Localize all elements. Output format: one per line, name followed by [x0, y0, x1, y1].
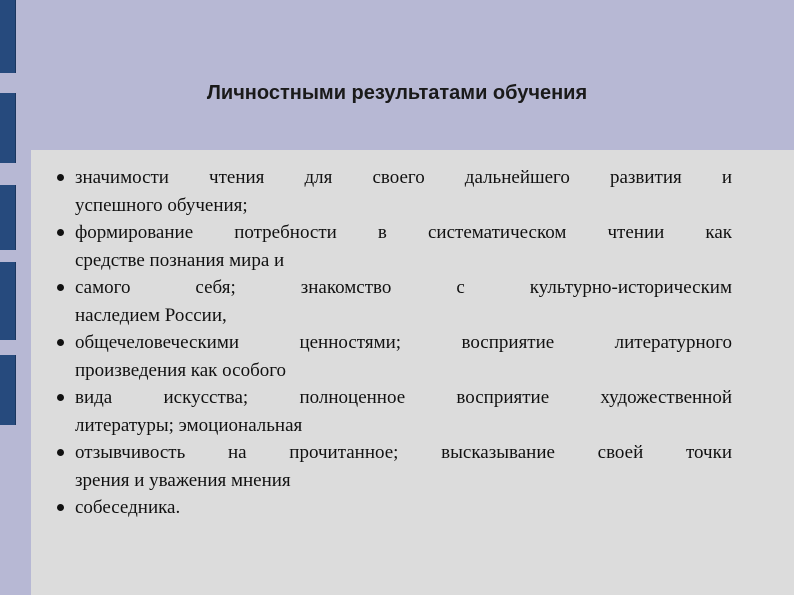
bullet-line: средстве познания мира и — [75, 249, 285, 271]
bullet-item — [57, 329, 732, 384]
bullet-line: наследием России, — [75, 304, 227, 326]
bullet-item — [57, 439, 732, 494]
bullet-dot-icon — [57, 504, 64, 511]
slide-title — [0, 82, 794, 105]
slide-title-text: Личностными результатами обучения — [206, 82, 588, 104]
bullet-line: произведения как особого — [75, 359, 287, 381]
bullet-item — [57, 274, 732, 329]
bullet-dot-icon — [57, 174, 64, 181]
bullet-item — [57, 164, 732, 219]
bullet-list — [57, 164, 732, 522]
bullet-dot-icon — [57, 284, 64, 291]
bullet-dot-icon — [57, 394, 64, 401]
decorative-side-bar — [0, 0, 16, 73]
decorative-side-bar — [0, 355, 16, 425]
bullet-line: значимости чтения для своего дальнейшего развития и — [75, 167, 732, 188]
bullet-item — [57, 384, 732, 439]
bullet-line: литературы; эмоциональная — [75, 414, 303, 436]
bullet-line: отзывчивость на прочитанное; высказывание своей точки — [75, 442, 732, 463]
bullet-item — [57, 219, 732, 274]
decorative-side-bar — [0, 185, 16, 250]
bullet-line: формирование потребности в систематическом чтении как — [75, 222, 732, 243]
bullet-line: зрения и уважения мнения — [75, 469, 291, 491]
bullet-line: самого себя; знакомство с культурно-историческим — [75, 277, 732, 298]
bullet-line: успешного обучения; — [75, 194, 248, 216]
bullet-dot-icon — [57, 449, 64, 456]
bullet-item — [57, 494, 732, 522]
bullet-dot-icon — [57, 229, 64, 236]
bullet-line: собеседника. — [75, 497, 181, 518]
bullet-line: общечеловеческими ценностями; восприятие литературного — [75, 332, 732, 353]
bullet-line: вида искусства; полноценное восприятие художественной — [75, 387, 732, 408]
bullet-dot-icon — [57, 339, 64, 346]
decorative-side-bar — [0, 262, 16, 340]
